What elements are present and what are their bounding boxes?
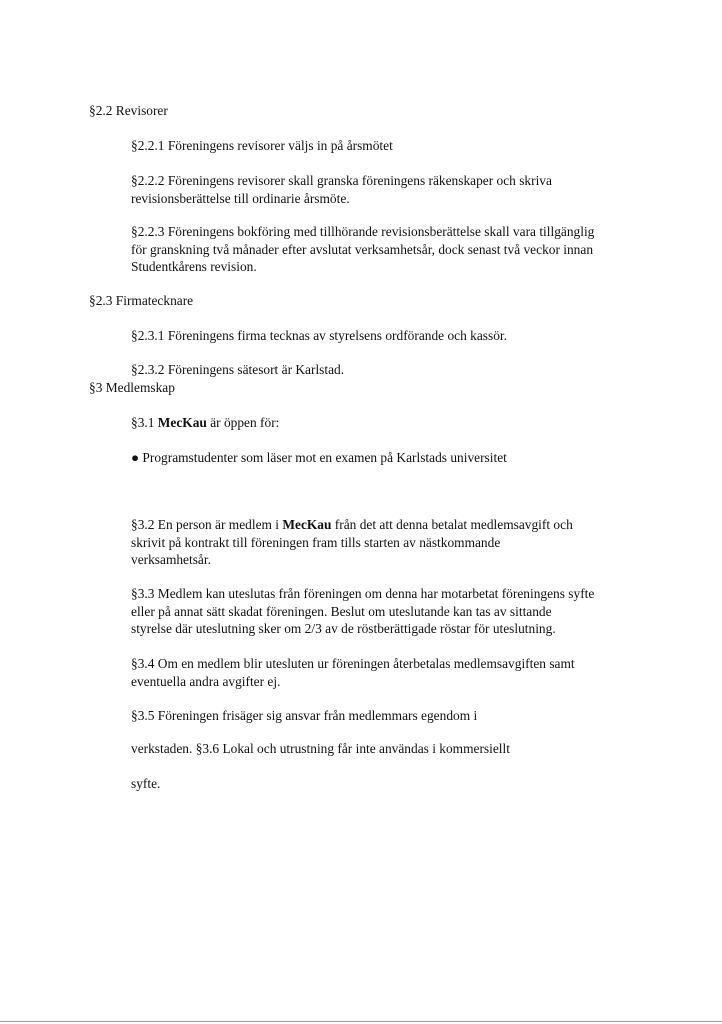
section-heading-3: §3 Medlemskap bbox=[89, 380, 175, 395]
paragraph-line: §2.2.3 Föreningens bokföring med tillhörande revisionsberättelse skall vara tillgänglig bbox=[131, 224, 595, 239]
organization-name: MecKau bbox=[282, 517, 332, 532]
paragraph-2-2-1: §2.2.1 Föreningens revisorer väljs in på årsmötet bbox=[131, 138, 393, 153]
organization-name: MecKau bbox=[157, 415, 207, 430]
paragraph-2-3-2: §2.3.2 Föreningens sätesort är Karlstad. bbox=[131, 362, 345, 377]
paragraph-2-2-2 bbox=[131, 172, 651, 207]
paragraph-3-3 bbox=[131, 585, 651, 638]
paragraph-3-2 bbox=[131, 516, 651, 569]
paragraph-line: §3.3 Medlem kan uteslutas från föreningen om denna har motarbetat föreningens syfte bbox=[131, 586, 595, 601]
paragraph-line: skrivit på kontrakt till föreningen fram tills starten av nästkommande bbox=[131, 534, 501, 550]
paragraph-line: §2.2.2 Föreningens revisorer skall granska föreningens räkenskaper och skriva bbox=[131, 173, 552, 188]
paragraph-3-6-end: syfte. bbox=[131, 776, 161, 791]
paragraph-line: styrelse där uteslutning sker om 2/3 av de röstberättigade röstar för uteslutning. bbox=[131, 621, 556, 636]
paragraph-3-4 bbox=[131, 655, 651, 690]
paragraph-text: §3.2 En person är medlem i bbox=[131, 517, 283, 532]
paragraph-3-5: §3.5 Föreningen frisäger sig ansvar från medlemmars egendom i bbox=[131, 708, 478, 723]
paragraph-line bbox=[131, 516, 651, 534]
section-heading-2-2: §2.2 Revisorer bbox=[89, 103, 168, 118]
paragraph-3-6: verkstaden. §3.6 Lokal och utrustning får inte användas i kommersiellt bbox=[131, 741, 510, 756]
page-bottom-divider bbox=[0, 1021, 722, 1022]
paragraph-2-3-1: §2.3.1 Föreningens firma tecknas av styrelsens ordförande och kassör. bbox=[131, 328, 507, 343]
paragraph-line: revisionsberättelse till ordinarie årsmöte. bbox=[131, 190, 350, 206]
paragraph-line: verksamhetsår. bbox=[131, 552, 211, 567]
paragraph-text: från det att denna betalat medlemsavgift och bbox=[331, 517, 573, 532]
paragraph-line: eventuella andra avgifter ej. bbox=[131, 673, 281, 689]
bullet-item: ● Programstudenter som läser mot en examen på Karlstads universitet bbox=[131, 450, 507, 465]
section-heading-2-3: §2.3 Firmatecknare bbox=[89, 293, 194, 308]
paragraph-text: §3.1 bbox=[131, 415, 158, 430]
paragraph-3-1 bbox=[131, 414, 651, 432]
paragraph-line: för granskning två månader efter avslutat verksamhetsår, dock senast två veckor innan bbox=[131, 241, 594, 257]
paragraph-line: eller på annat sätt skadat föreningen. Beslut om uteslutande kan tas av sittande bbox=[131, 603, 552, 619]
paragraph-text: är öppen för: bbox=[206, 415, 280, 430]
paragraph-line: §3.4 Om en medlem blir utesluten ur föreningen återbetalas medlemsavgiften samt bbox=[131, 656, 575, 671]
paragraph-line: Studentkårens revision. bbox=[131, 259, 257, 274]
paragraph-2-2-3 bbox=[131, 223, 651, 276]
